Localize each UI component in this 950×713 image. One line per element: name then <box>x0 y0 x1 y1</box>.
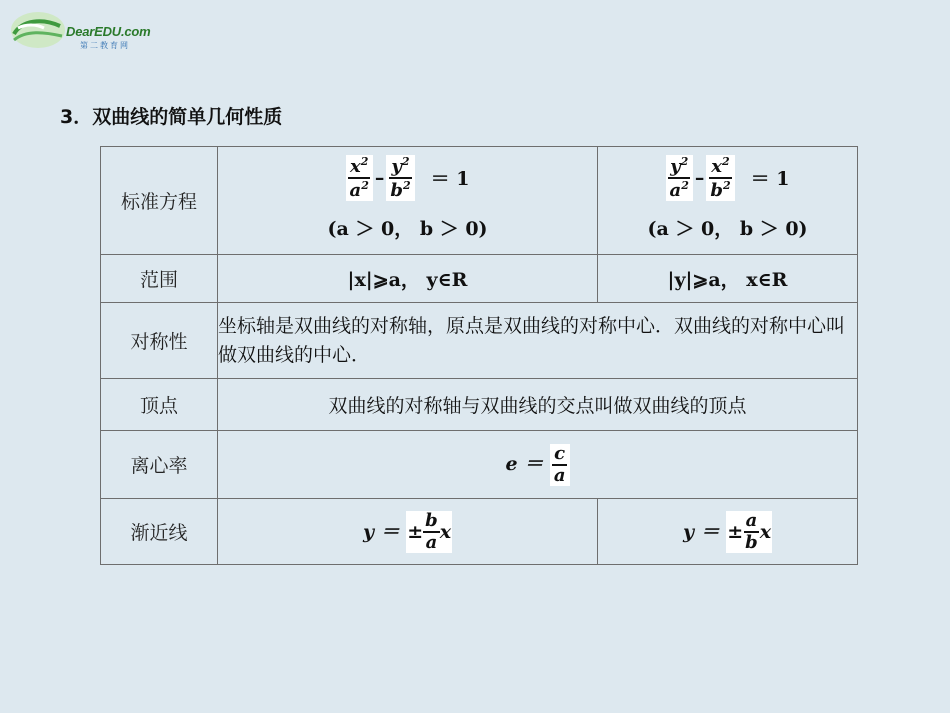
fraction-c-a: $\frac{c}{a}$ <box>550 444 570 486</box>
fraction-y2-b2: $\frac{y^2}{b^2}$ <box>386 155 414 201</box>
label-eccentricity: 离心率 <box>101 431 218 499</box>
row-range <box>101 255 858 303</box>
row-eccentricity <box>101 431 858 499</box>
eccentricity-formula: e ＝ $\frac{c}{a}$ <box>218 431 858 499</box>
hyperbola-properties-table <box>100 146 858 565</box>
equation-x-axis: $\frac{x^2}{a^2}$ – $\frac{y^2}{b^2}$ ＝ 1 (a ＞ 0， b ＞ 0) <box>218 147 598 255</box>
row-asymptote <box>101 499 858 565</box>
vertex-text: 双曲线的对称轴与双曲线的交点叫做双曲线的顶点 <box>218 379 858 431</box>
asymptote-right: y ＝ ± $\frac{a}{b}$ x <box>598 499 858 565</box>
fraction-x2-a2: $\frac{x^2}{a^2}$ <box>346 155 373 201</box>
row-vertex <box>101 379 858 431</box>
label-range: 范围 <box>101 255 218 303</box>
row-symmetry <box>101 303 858 379</box>
asymptote-right-box: ± $\frac{a}{b}$ x <box>727 509 772 553</box>
logo-swirl-icon <box>8 8 68 52</box>
fraction-y2-a2: $\frac{y^2}{a^2}$ <box>666 155 693 201</box>
label-standard-equation: 标准方程 <box>101 147 218 255</box>
fraction-x2-b2: $\frac{x^2}{b^2}$ <box>706 155 734 201</box>
asymptote-left-box: ± $\frac{b}{a}$ x <box>407 509 452 553</box>
section-heading: 3．双曲线的简单几何性质 <box>60 106 283 128</box>
row-standard-equation <box>101 147 858 255</box>
range-right: |y|⩾a， x∈R <box>598 255 858 303</box>
logo-text: DearEDU.com <box>66 24 151 39</box>
symmetry-text: 坐标轴是双曲线的对称轴，原点是双曲线的对称中心．双曲线的对称中心叫做双曲线的中心． <box>218 303 858 379</box>
asymptote-left: y ＝ ± $\frac{b}{a}$ x <box>218 499 598 565</box>
logo-subtitle: 第二教育网 <box>80 41 130 50</box>
site-logo <box>8 8 168 52</box>
label-vertex: 顶点 <box>101 379 218 431</box>
equation-y-axis: $\frac{y^2}{a^2}$ – $\frac{x^2}{b^2}$ ＝ 1 (a ＞ 0， b ＞ 0) <box>598 147 858 255</box>
condition-right: (a ＞ 0， b ＞ 0) <box>647 217 808 240</box>
range-left: |x|⩾a， y∈R <box>218 255 598 303</box>
condition-left: (a ＞ 0， b ＞ 0) <box>327 217 488 240</box>
label-asymptote: 渐近线 <box>101 499 218 565</box>
label-symmetry: 对称性 <box>101 303 218 379</box>
